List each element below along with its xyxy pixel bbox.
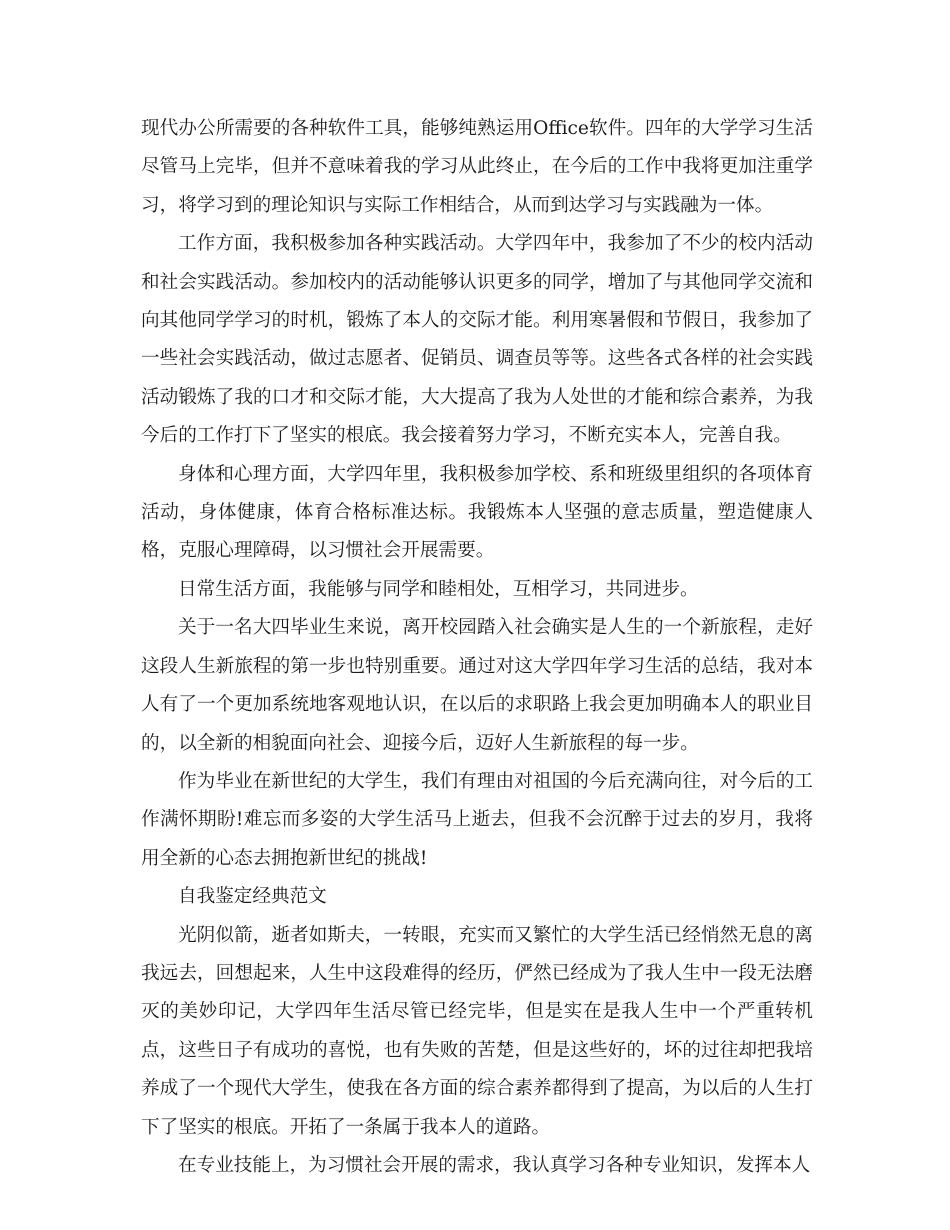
paragraph-work: 工作方面，我积极参加各种实践活动。大学四年中，我参加了不少的校内活动和社会实践活动。参加校内的活动能够认识更多的同学，增加了与其他同学交流和向其他同学学习的时机，锻炼了本人的交际才能。利用寒暑假和节假日，我参加了一些社会实践活动，做过志愿者、促销员、调查员等等。这些各式各样的社会实践活动锻炼了我的口才和交际才能，大大提高了我为人处世的才能和综合素养，为我今后的工作打下了坚实的根底。我会接着努力学习，不断充实本人，完善自我。 — [141, 233, 813, 447]
paragraph-daily-life: 日常生活方面，我能够与同学和睦相处，互相学习，共同进步。 — [178, 578, 699, 600]
document-body — [141, 110, 813, 1185]
paragraph-graduate: 关于一名大四毕业生来说，离开校园踏入社会确实是人生的一个新旅程，走好这段人生新旅程的第一步也特别重要。通过对这大学四年学习生活的总结，我对本人有了一个更加系统地客观地认识，在以后的求职路上我会更加明确本人的职业目的，以全新的相貌面向社会、迎接今后，迈好人生新旅程的每一步。 — [141, 617, 813, 754]
paragraph-office-skills: 现代办公所需要的各种软件工具，能够纯熟运用Office软件。四年的大学学习生活尽管马上完毕，但并不意味着我的学习从此终止，在今后的工作中我将更加注重学习，将学习到的理论知识与实际工作相结合，从而到达学习与实践融为一体。 — [141, 118, 813, 216]
paragraph-time-flies: 光阴似箭，逝者如斯夫，一转眼，充实而又繁忙的大学生活已经悄然无息的离我远去，回想起来，人生中这段难得的经历，俨然已经成为了我人生中一段无法磨灭的美妙印记，大学四年生活尽管已经完毕，但是实在是我人生中一个严重转机点，这些日子有成功的喜悦，也有失败的苦楚，但是这些好的，坏的过往却把我培养成了一个现代大学生，使我在各方面的综合素养都得到了提高，为以后的人生打下了坚实的根底。开拓了一条属于我本人的道路。 — [141, 924, 813, 1138]
paragraph-professional-skills: 在专业技能上，为习惯社会开展的需求，我认真学习各种专业知识，发挥本人 — [178, 1154, 811, 1176]
section-heading: 自我鉴定经典范文 — [178, 886, 327, 908]
paragraph-new-century: 作为毕业在新世纪的大学生，我们有理由对祖国的今后充满向往，对今后的工作满怀期盼!难忘而多姿的大学生活马上逝去，但我不会沉醉于过去的岁月，我将用全新的心态去拥抱新世纪的挑战! — [141, 770, 813, 869]
paragraph-body-mind: 身体和心理方面，大学四年里，我积极参加学校、系和班级里组织的各项体育活动，身体健康，体育合格标准达标。我锻炼本人坚强的意志质量，塑造健康人格，克服心理障碍，以习惯社会开展需要。 — [141, 463, 813, 562]
